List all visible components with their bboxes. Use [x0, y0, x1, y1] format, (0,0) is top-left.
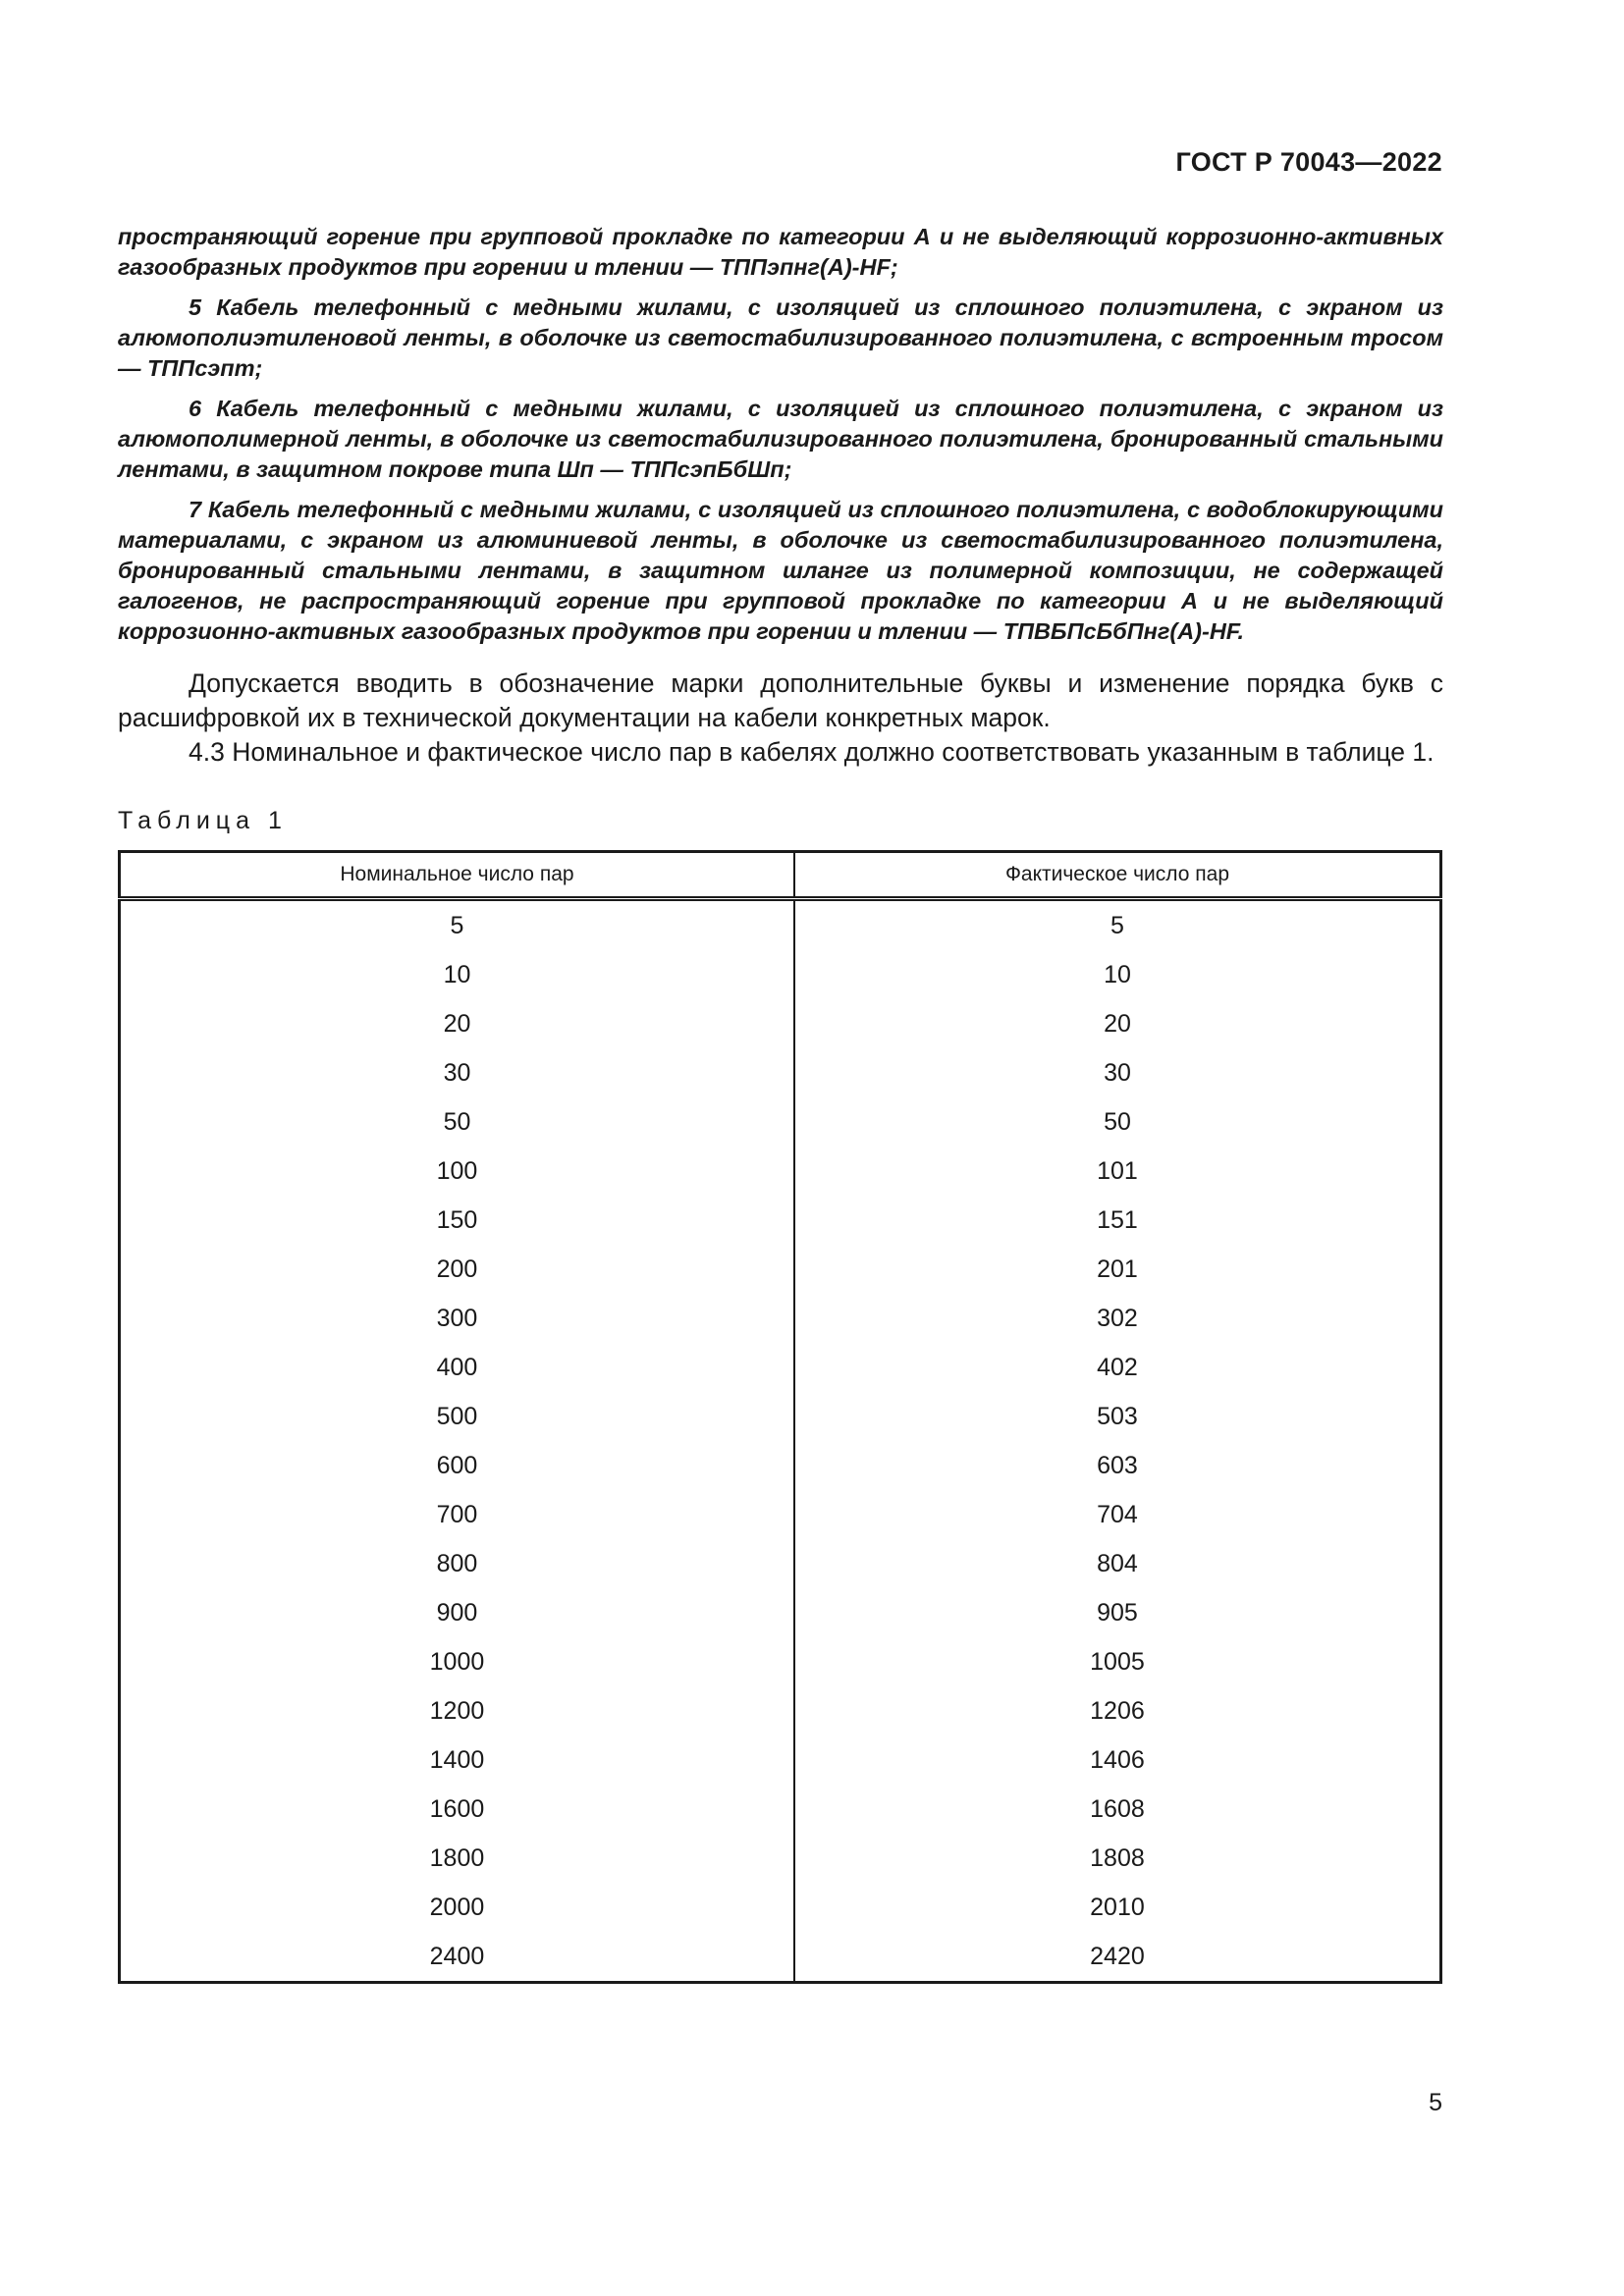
table-row	[120, 1637, 1441, 1686]
cell-actual-pairs: 151	[1097, 1205, 1138, 1234]
table-row	[120, 1294, 1441, 1343]
table-row	[120, 1097, 1441, 1147]
cell-nominal-pairs: 10	[120, 950, 794, 999]
table-row	[120, 1441, 1441, 1490]
cell-nominal-pairs: 1800	[120, 1834, 794, 1883]
body-text	[118, 222, 1443, 770]
page-header-standard: ГОСТ Р 70043—2022	[1175, 147, 1442, 177]
table-row	[120, 1147, 1441, 1196]
table-row	[120, 1883, 1441, 1932]
cell-nominal-pairs: 2400	[120, 1932, 794, 1983]
cell-actual-pairs: 5	[1110, 911, 1124, 939]
table-row	[120, 1735, 1441, 1785]
cell-nominal-pairs: 1400	[120, 1735, 794, 1785]
cell-nominal-pairs: 30	[120, 1048, 794, 1097]
cell-actual-pairs: 1206	[1090, 1696, 1145, 1725]
cell-nominal-pairs: 20	[120, 999, 794, 1048]
table-row	[120, 1834, 1441, 1883]
cell-actual-pairs: 50	[1104, 1107, 1131, 1136]
table-row	[120, 899, 1441, 951]
cell-nominal-pairs: 1200	[120, 1686, 794, 1735]
cell-nominal-pairs: 5	[120, 899, 794, 951]
cell-nominal-pairs: 50	[120, 1097, 794, 1147]
cell-actual-pairs: 20	[1104, 1009, 1131, 1038]
pairs-table	[118, 850, 1442, 1984]
table-row	[120, 1539, 1441, 1588]
table-row	[120, 1686, 1441, 1735]
cell-actual-pairs: 603	[1097, 1451, 1138, 1479]
cell-actual-pairs: 704	[1097, 1500, 1138, 1528]
table-row	[120, 1490, 1441, 1539]
cell-actual-pairs: 804	[1097, 1549, 1138, 1577]
cell-nominal-pairs: 600	[120, 1441, 794, 1490]
cell-actual-pairs: 10	[1104, 960, 1131, 988]
table-body	[120, 899, 1441, 1983]
page-number: 5	[1429, 2089, 1442, 2116]
cell-actual-pairs: 503	[1097, 1402, 1138, 1430]
table-row	[120, 1588, 1441, 1637]
cell-nominal-pairs: 1000	[120, 1637, 794, 1686]
cell-actual-pairs: 101	[1097, 1156, 1138, 1185]
cell-nominal-pairs: 200	[120, 1245, 794, 1294]
cell-nominal-pairs: 400	[120, 1343, 794, 1392]
cell-actual-pairs: 1406	[1090, 1745, 1145, 1774]
cell-actual-pairs: 2010	[1090, 1893, 1145, 1921]
cell-actual-pairs: 1608	[1090, 1794, 1145, 1823]
cell-actual-pairs: 1005	[1090, 1647, 1145, 1676]
table-caption: Таблица 1	[118, 807, 288, 834]
paragraph-clause-4-3: 4.3 Номинальное и фактическое число пар в кабелях должно соответствовать указанным в таблице 1.	[189, 737, 1435, 767]
paragraph-continuation: пространяющий горение при групповой прокладке по категории А и не выделяющий коррозионно-активных газообразных продуктов при горении и тлении — ТППэпнг(А)-HF;	[118, 224, 1443, 280]
cell-nominal-pairs: 1600	[120, 1785, 794, 1834]
column-header-actual: Фактическое число пар	[794, 852, 1441, 899]
cell-actual-pairs: 402	[1097, 1353, 1138, 1381]
paragraph-note: Допускается вводить в обозначение марки дополнительные буквы и изменение порядка букв с расшифровкой их в технической документации на кабели конкретных марок.	[118, 668, 1443, 732]
table-row	[120, 1392, 1441, 1441]
cell-nominal-pairs: 800	[120, 1539, 794, 1588]
column-header-nominal: Номинальное число пар	[120, 852, 794, 899]
table-row	[120, 1048, 1441, 1097]
cell-nominal-pairs: 900	[120, 1588, 794, 1637]
cell-actual-pairs: 302	[1097, 1304, 1138, 1332]
table-row	[120, 1785, 1441, 1834]
paragraph-item-5: 5 Кабель телефонный с медными жилами, с изоляцией из сплошного полиэтилена, с экраном из алюмополиэтиленовой ленты, в оболочке из светостабилизированного полиэтилена, с встроенным тросом — ТППсэпт;	[118, 294, 1443, 381]
paragraph-item-7: 7 Кабель телефонный с медными жилами, с изоляцией из сплошного полиэтилена, с водоблокирующими материалами, с экраном из алюминиевой ленты, в оболочке из светостабилизированного полиэтилена, бронированный стальными лентами, в защитном шланге из полимерной композиции, не содержащей галогенов, не распространяющий горение при групповой прокладке по категории А и не выделяющий коррозионно-активных газообразных продуктов при горении и тлении — ТПВБПсБбПнг(А)-HF.	[118, 497, 1443, 644]
cell-actual-pairs: 30	[1104, 1058, 1131, 1087]
table-row	[120, 1932, 1441, 1983]
cell-nominal-pairs: 300	[120, 1294, 794, 1343]
table-row	[120, 950, 1441, 999]
table-row	[120, 1196, 1441, 1245]
cell-nominal-pairs: 100	[120, 1147, 794, 1196]
cell-actual-pairs: 201	[1097, 1255, 1138, 1283]
cell-nominal-pairs: 150	[120, 1196, 794, 1245]
cell-actual-pairs: 2420	[1090, 1942, 1145, 1970]
cell-nominal-pairs: 2000	[120, 1883, 794, 1932]
cell-nominal-pairs: 700	[120, 1490, 794, 1539]
paragraph-item-6: 6 Кабель телефонный с медными жилами, с изоляцией из сплошного полиэтилена, с экраном из алюмополимерной ленты, в оболочке из светостабилизированного полиэтилена, бронированный стальными лентами, в защитном покрове типа Шп — ТППсэпБбШп;	[118, 396, 1443, 482]
cell-actual-pairs: 1808	[1090, 1843, 1145, 1872]
table-row	[120, 1343, 1441, 1392]
cell-actual-pairs: 905	[1097, 1598, 1138, 1627]
table-row	[120, 999, 1441, 1048]
table-header-row	[120, 852, 1441, 899]
table-row	[120, 1245, 1441, 1294]
cell-nominal-pairs: 500	[120, 1392, 794, 1441]
